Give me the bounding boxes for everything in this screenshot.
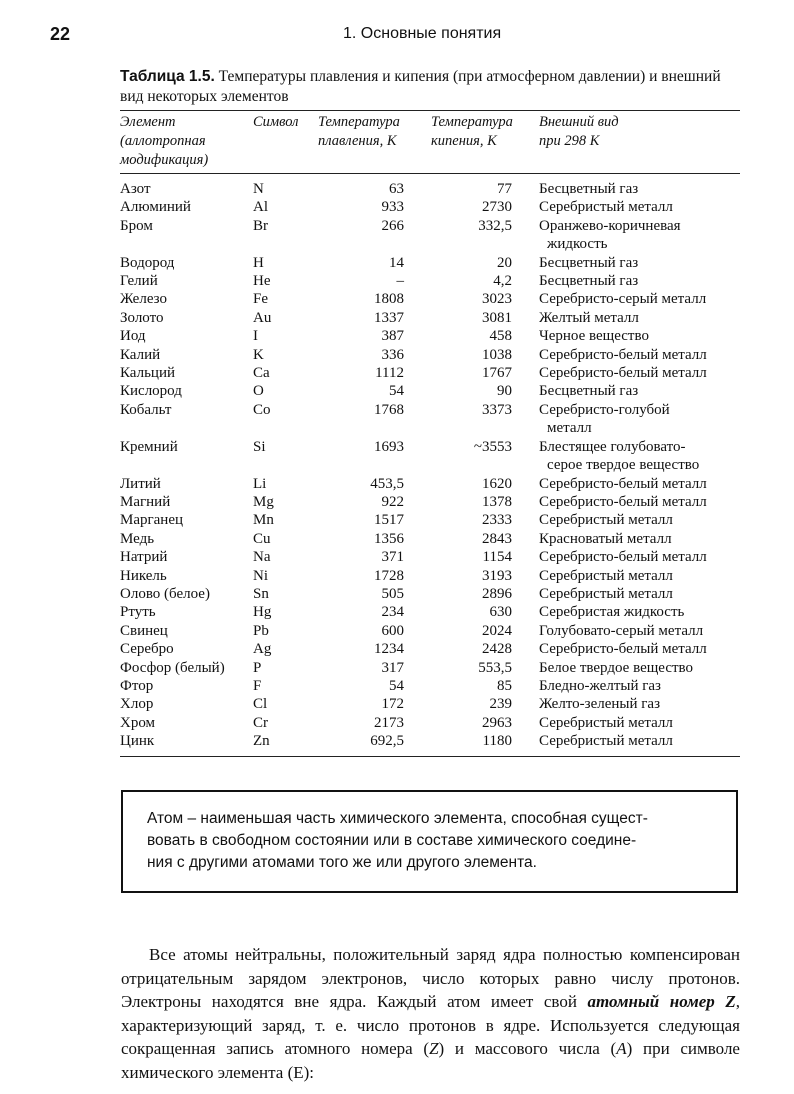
- cell-melting: –: [396, 273, 404, 290]
- cell-melting: 172: [381, 696, 404, 713]
- appearance-line: Серебристо-белый металл: [539, 475, 707, 492]
- cell-symbol: Pb: [253, 622, 269, 639]
- cell-boiling: 2963: [482, 714, 512, 731]
- cell-boiling: 630: [489, 604, 512, 621]
- cell-appearance: [539, 493, 740, 511]
- cell-appearance: [539, 217, 740, 254]
- table-row: [120, 401, 740, 438]
- cell-symbol: I: [253, 328, 258, 345]
- caption-label: Таблица 1.5.: [120, 68, 215, 85]
- cell-melting: 1808: [374, 291, 404, 308]
- appearance-line: Серебристо-белый металл: [539, 493, 707, 510]
- cell-symbol: H: [253, 254, 264, 271]
- cell-element: Марганец: [120, 512, 184, 529]
- table-row: [120, 530, 740, 548]
- appearance-line: Голубовато-серый металл: [539, 622, 704, 639]
- cell-boiling: 2428: [482, 641, 512, 658]
- cell-symbol: N: [253, 181, 264, 197]
- appearance-line: Бесцветный газ: [539, 254, 639, 271]
- definition-line: ния с другими атомами того же или другого элемента.: [147, 854, 537, 871]
- cell-appearance: [539, 438, 740, 475]
- cell-element: Магний: [120, 493, 171, 510]
- appearance-line: металл: [547, 420, 592, 437]
- cell-element: Медь: [120, 530, 155, 547]
- cell-boiling: 2333: [482, 512, 512, 529]
- appearance-line: Серебристый металл: [539, 567, 673, 584]
- header-line: модификация): [120, 152, 209, 168]
- header-line: Температура: [318, 114, 400, 130]
- cell-melting: 336: [381, 346, 404, 363]
- cell-melting: 2173: [374, 714, 404, 731]
- appearance-line: Серебристая жидкость: [539, 604, 685, 621]
- table-row: [120, 382, 740, 400]
- definition-box: [121, 790, 738, 893]
- cell-appearance: [539, 640, 740, 658]
- cell-appearance: [539, 714, 740, 732]
- cell-boiling: 458: [489, 328, 512, 345]
- page-number: 22: [50, 24, 71, 44]
- table-row: [120, 364, 740, 382]
- table-row: [120, 567, 740, 585]
- cell-element: Свинец: [120, 622, 168, 639]
- elements-table: [120, 111, 740, 756]
- cell-symbol: Ca: [253, 365, 270, 382]
- table-row: [120, 640, 740, 658]
- cell-symbol: Br: [253, 217, 268, 234]
- cell-appearance: [539, 530, 740, 548]
- cell-appearance: [539, 309, 740, 327]
- header-line: (аллотропная: [120, 133, 206, 149]
- table-row: [120, 548, 740, 566]
- cell-melting: 1234: [374, 641, 404, 658]
- appearance-line: Черное вещество: [539, 328, 649, 345]
- cell-melting: 933: [381, 199, 404, 216]
- cell-symbol: Zn: [253, 733, 270, 750]
- table-row: [120, 659, 740, 677]
- table-row: [120, 217, 740, 254]
- cell-symbol: Cu: [253, 530, 271, 547]
- appearance-line: Серебристый металл: [539, 199, 673, 216]
- cell-symbol: Si: [253, 438, 266, 455]
- cell-symbol: P: [253, 659, 262, 676]
- cell-melting: 1728: [374, 567, 404, 584]
- cell-element: Гелий: [120, 273, 158, 290]
- table-row: [120, 346, 740, 364]
- table-row: [120, 622, 740, 640]
- cell-appearance: [539, 174, 740, 198]
- cell-element: Олово (белое): [120, 585, 210, 602]
- para-text: , характеризующий заряд, т. е. число протонов в ядре. Используется следующая сокращенная запись атомного номера (: [121, 992, 740, 1058]
- cell-melting: 234: [381, 604, 404, 621]
- cell-appearance: [539, 548, 740, 566]
- appearance-line: Серебристый металл: [539, 585, 673, 602]
- cell-appearance: [539, 401, 740, 438]
- cell-appearance: [539, 732, 740, 755]
- cell-appearance: [539, 511, 740, 529]
- cell-symbol: Hg: [253, 604, 272, 621]
- cell-appearance: [539, 327, 740, 345]
- appearance-line: Серебристый металл: [539, 733, 673, 750]
- cell-symbol: K: [253, 346, 264, 363]
- appearance-line: Серебристый металл: [539, 512, 673, 529]
- table-row: [120, 198, 740, 216]
- cell-symbol: Ni: [253, 567, 268, 584]
- cell-boiling: 332,5: [478, 217, 512, 234]
- cell-element: Фтор: [120, 677, 154, 694]
- cell-boiling: 90: [497, 383, 512, 400]
- table-row: [120, 732, 740, 755]
- header-line: плавления, К: [318, 133, 397, 149]
- cell-element: Ртуть: [120, 604, 156, 621]
- cell-appearance: [539, 603, 740, 621]
- cell-element: Азот: [120, 181, 151, 197]
- cell-boiling: 1378: [482, 493, 512, 510]
- cell-symbol: Na: [253, 549, 271, 566]
- cell-appearance: [539, 382, 740, 400]
- cell-appearance: [539, 622, 740, 640]
- cell-symbol: Co: [253, 401, 271, 418]
- header-line: Символ: [253, 114, 299, 130]
- cell-symbol: Mg: [253, 493, 274, 510]
- cell-melting: 317: [381, 659, 404, 676]
- header-boiling: [431, 111, 539, 173]
- cell-element: Кремний: [120, 438, 178, 455]
- header-line: Элемент: [120, 114, 176, 130]
- cell-boiling: 2843: [482, 530, 512, 547]
- appearance-line: Блестящее голубовато-: [539, 438, 686, 455]
- cell-element: Иод: [120, 328, 146, 345]
- appearance-line: серое твердое вещество: [547, 457, 700, 474]
- cell-melting: 1112: [375, 365, 404, 382]
- cell-element: Калий: [120, 346, 161, 363]
- appearance-line: Серебристый металл: [539, 714, 673, 731]
- cell-symbol: F: [253, 677, 262, 694]
- cell-melting: 371: [381, 549, 404, 566]
- cell-melting: 1517: [374, 512, 404, 529]
- cell-symbol: Au: [253, 309, 272, 326]
- cell-melting: 600: [381, 622, 404, 639]
- appearance-line: Серебристо-голубой: [539, 401, 670, 418]
- appearance-line: Бесцветный газ: [539, 181, 639, 197]
- cell-boiling: 4,2: [493, 273, 512, 290]
- table-bottom-rule: [120, 756, 740, 757]
- cell-boiling: 1038: [482, 346, 512, 363]
- cell-appearance: [539, 290, 740, 308]
- cell-boiling: ~3553: [473, 438, 512, 455]
- elements-table-wrapper: [120, 110, 740, 757]
- table-row: [120, 327, 740, 345]
- para-a: A: [616, 1039, 627, 1058]
- cell-symbol: Ag: [253, 641, 272, 658]
- cell-melting: 1337: [374, 309, 404, 326]
- appearance-line: Желтый металл: [539, 309, 639, 326]
- cell-element: Серебро: [120, 641, 174, 658]
- cell-appearance: [539, 198, 740, 216]
- cell-appearance: [539, 585, 740, 603]
- running-head: 1. Основные понятия: [343, 25, 502, 42]
- cell-element: Хлор: [120, 696, 154, 713]
- appearance-line: Серебристо-белый металл: [539, 641, 707, 658]
- cell-appearance: [539, 254, 740, 272]
- table-row: [120, 695, 740, 713]
- cell-appearance: [539, 272, 740, 290]
- cell-symbol: Sn: [253, 585, 269, 602]
- cell-appearance: [539, 695, 740, 713]
- cell-element: Кальций: [120, 365, 176, 382]
- para-text: ) при символе химического элемента (E):: [121, 1039, 740, 1082]
- appearance-line: Желто-зеленый газ: [539, 696, 661, 713]
- cell-boiling: 553,5: [478, 659, 512, 676]
- header-line: при 298 К: [539, 133, 600, 149]
- para-z: Z: [429, 1039, 439, 1058]
- table-row: [120, 603, 740, 621]
- cell-symbol: O: [253, 383, 264, 400]
- cell-symbol: Mn: [253, 512, 274, 529]
- caption-text: Температуры плавления и кипения (при атмосферном давлении) и внешний вид некоторых элементов: [120, 68, 721, 105]
- table-row: [120, 585, 740, 603]
- cell-symbol: Cr: [253, 714, 268, 731]
- appearance-line: Красноватый металл: [539, 530, 672, 547]
- cell-element: Литий: [120, 475, 161, 492]
- appearance-line: Бесцветный газ: [539, 273, 639, 290]
- appearance-line: Бесцветный газ: [539, 383, 639, 400]
- cell-element: Хром: [120, 714, 156, 731]
- cell-appearance: [539, 475, 740, 493]
- cell-boiling: 2896: [482, 585, 512, 602]
- cell-melting: 54: [389, 383, 404, 400]
- cell-element: Фосфор (белый): [120, 659, 225, 676]
- cell-melting: 14: [389, 254, 404, 271]
- cell-melting: 63: [389, 181, 404, 197]
- appearance-line: Бледно-желтый газ: [539, 677, 661, 694]
- body-paragraph: [121, 943, 740, 1084]
- appearance-line: Серебристо-серый металл: [539, 291, 707, 308]
- cell-melting: 1768: [374, 401, 404, 418]
- cell-element: Водород: [120, 254, 175, 271]
- appearance-line: Серебристо-белый металл: [539, 365, 707, 382]
- cell-boiling: 3193: [482, 567, 512, 584]
- cell-boiling: 20: [497, 254, 512, 271]
- para-text: Все атомы нейтральны, положительный заряд ядра полностью компенсирован отрицательным зарядом электронов, число которых равно числу протонов. Электроны находятся вне ядра. Каждый атом имеет свой: [121, 945, 740, 1011]
- appearance-line: Серебристо-белый металл: [539, 346, 707, 363]
- header-line: кипения, К: [431, 133, 497, 149]
- cell-melting: 453,5: [370, 475, 404, 492]
- cell-element: Железо: [120, 291, 167, 308]
- table-body: [120, 174, 740, 756]
- para-term: атомный номер Z: [587, 992, 736, 1011]
- cell-boiling: 2024: [482, 622, 512, 639]
- header-symbol: [253, 111, 318, 173]
- cell-appearance: [539, 567, 740, 585]
- cell-boiling: 85: [497, 677, 512, 694]
- cell-melting: 266: [381, 217, 404, 234]
- appearance-line: жидкость: [547, 236, 608, 253]
- cell-symbol: He: [253, 273, 271, 290]
- cell-element: Золото: [120, 309, 164, 326]
- cell-appearance: [539, 364, 740, 382]
- appearance-line: Белое твердое вещество: [539, 659, 694, 676]
- appearance-line: Серебристо-белый металл: [539, 549, 707, 566]
- cell-melting: 54: [389, 677, 404, 694]
- header-melting: [318, 111, 431, 173]
- definition-line: вовать в свободном состоянии или в составе химического соедине-: [147, 832, 637, 849]
- cell-melting: 387: [381, 328, 404, 345]
- cell-element: Кобальт: [120, 401, 172, 418]
- cell-boiling: 1180: [482, 733, 512, 750]
- cell-element: Кислород: [120, 383, 182, 400]
- table-row: [120, 677, 740, 695]
- definition-text: [147, 808, 717, 874]
- cell-boiling: 3023: [482, 291, 512, 308]
- table-row: [120, 511, 740, 529]
- cell-melting: 1693: [374, 438, 404, 455]
- cell-boiling: 1154: [482, 549, 512, 566]
- table-row: [120, 309, 740, 327]
- header-element: [120, 111, 253, 173]
- table-row: [120, 254, 740, 272]
- cell-symbol: Li: [253, 475, 267, 492]
- table-row: [120, 438, 740, 475]
- cell-symbol: Cl: [253, 696, 268, 713]
- cell-appearance: [539, 677, 740, 695]
- para-text: ) и массового числа (: [438, 1039, 617, 1058]
- cell-boiling: 1767: [482, 365, 512, 382]
- cell-boiling: 2730: [482, 199, 512, 216]
- cell-symbol: Al: [253, 199, 268, 216]
- cell-boiling: 239: [489, 696, 512, 713]
- cell-boiling: 1620: [482, 475, 512, 492]
- table-row: [120, 174, 740, 198]
- header-row: [120, 111, 740, 173]
- table-header: [120, 111, 740, 174]
- header-line: Внешний вид: [539, 114, 619, 130]
- cell-melting: 922: [381, 493, 404, 510]
- cell-boiling: 3373: [482, 401, 512, 418]
- cell-appearance: [539, 659, 740, 677]
- cell-melting: 1356: [374, 530, 404, 547]
- table-row: [120, 493, 740, 511]
- appearance-line: Оранжево-коричневая: [539, 217, 681, 234]
- header-line: Температура: [431, 114, 513, 130]
- table-caption: [120, 67, 740, 107]
- header-appearance: [539, 111, 740, 173]
- cell-symbol: Fe: [253, 291, 268, 308]
- table-row: [120, 714, 740, 732]
- cell-element: Алюминий: [120, 199, 191, 216]
- cell-boiling: 77: [497, 181, 512, 197]
- table-row: [120, 475, 740, 493]
- cell-boiling: 3081: [482, 309, 512, 326]
- cell-element: Бром: [120, 217, 153, 234]
- cell-element: Натрий: [120, 549, 168, 566]
- cell-melting: 692,5: [370, 733, 404, 750]
- table-row: [120, 290, 740, 308]
- definition-line: Атом – наименьшая часть химического элемента, способная сущест-: [147, 810, 648, 827]
- cell-melting: 505: [381, 585, 404, 602]
- cell-element: Цинк: [120, 733, 155, 750]
- cell-appearance: [539, 346, 740, 364]
- table-row: [120, 272, 740, 290]
- cell-element: Никель: [120, 567, 167, 584]
